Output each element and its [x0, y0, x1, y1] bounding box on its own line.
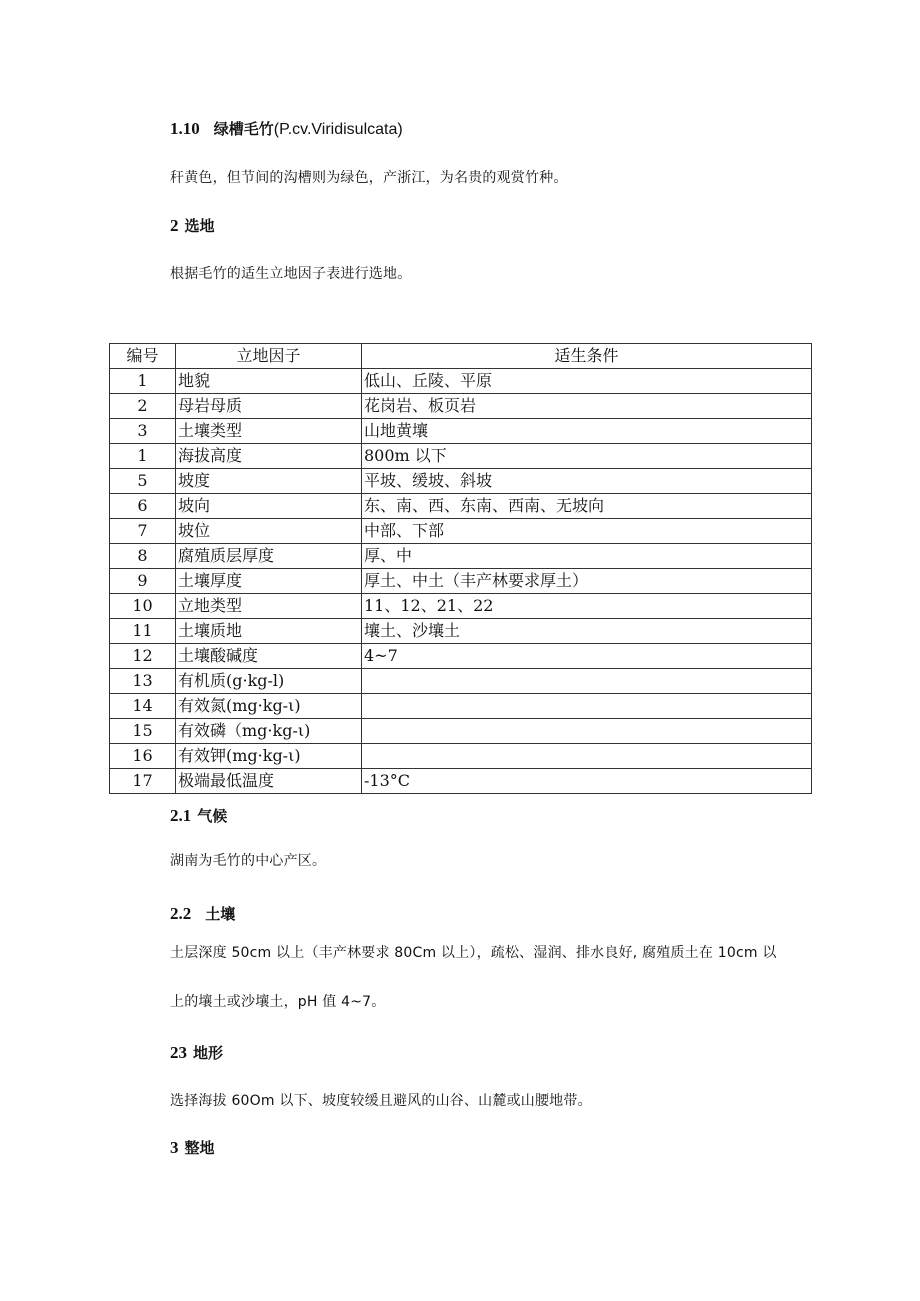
cell-factor: 土壤质地: [176, 619, 362, 644]
section-2-1-body: 湖南为毛竹的中心产区。: [170, 853, 327, 869]
cell-condition: 东、南、西、东南、西南、无坡向: [362, 494, 812, 519]
site-factor-table: [109, 343, 812, 794]
table-row: [110, 394, 812, 419]
section-1-10-heading: [170, 118, 403, 139]
cell-condition: 4~7: [362, 644, 812, 669]
cell-number: 8: [110, 544, 176, 569]
section-2-2-heading: [170, 903, 235, 924]
table-row: [110, 544, 812, 569]
table-row: [110, 469, 812, 494]
section-title: 整地: [184, 1139, 215, 1157]
cell-factor: 极端最低温度: [176, 769, 362, 794]
cell-number: 7: [110, 519, 176, 544]
cell-factor: 有机质(g·kg-l): [176, 669, 362, 694]
cell-factor: 有效磷（mg·kg-ι): [176, 719, 362, 744]
section-title: 土壤: [205, 905, 236, 923]
table-row: [110, 769, 812, 794]
cell-condition: [362, 744, 812, 769]
table-row: [110, 719, 812, 744]
cell-number: 9: [110, 569, 176, 594]
cell-number: 6: [110, 494, 176, 519]
section-title: 选地: [184, 217, 215, 235]
cell-factor: 母岩母质: [176, 394, 362, 419]
cell-condition: 低山、丘陵、平原: [362, 369, 812, 394]
table-header-row: [110, 344, 812, 369]
table-row: [110, 569, 812, 594]
section-number: 2.1: [170, 806, 192, 825]
cell-number: 1: [110, 444, 176, 469]
cell-number: 10: [110, 594, 176, 619]
section-3-heading: [170, 1137, 215, 1158]
cell-condition: 平坡、缓坡、斜坡: [362, 469, 812, 494]
cell-factor: 立地类型: [176, 594, 362, 619]
cell-factor: 土壤酸碱度: [176, 644, 362, 669]
cell-condition: 厚土、中土（丰产林要求厚土）: [362, 569, 812, 594]
cell-number: 12: [110, 644, 176, 669]
cell-factor: 坡位: [176, 519, 362, 544]
cell-factor: 有效钾(mg·kg-ι): [176, 744, 362, 769]
cell-number: 3: [110, 419, 176, 444]
table-row: [110, 669, 812, 694]
table-row: [110, 744, 812, 769]
header-number: 编号: [110, 344, 176, 369]
cell-condition: [362, 694, 812, 719]
table-row: [110, 619, 812, 644]
section-1-10-body: 秆黄色，但节间的沟槽则为绿色，产浙江，为名贵的观赏竹种。: [170, 170, 568, 186]
cell-condition: 山地黄壤: [362, 419, 812, 444]
table-row: [110, 594, 812, 619]
section-title: 地形: [193, 1044, 224, 1062]
section-number: 23: [170, 1043, 187, 1062]
table-row: [110, 519, 812, 544]
section-number: 2: [170, 216, 179, 235]
section-2-heading: [170, 215, 215, 236]
cell-condition: -13°C: [362, 769, 812, 794]
cell-number: 13: [110, 669, 176, 694]
cell-condition: 花岗岩、板页岩: [362, 394, 812, 419]
table-row: [110, 694, 812, 719]
cell-condition: 中部、下部: [362, 519, 812, 544]
cell-condition: [362, 719, 812, 744]
cell-factor: 有效氮(mg·kg-ι): [176, 694, 362, 719]
table-row: [110, 644, 812, 669]
cell-number: 15: [110, 719, 176, 744]
cell-factor: 地貌: [176, 369, 362, 394]
section-2-body: 根据毛竹的适生立地因子表进行选地。: [170, 266, 412, 282]
cell-condition: 壤土、沙壤土: [362, 619, 812, 644]
cell-factor: 坡向: [176, 494, 362, 519]
section-2-1-heading: [170, 805, 227, 826]
cell-number: 14: [110, 694, 176, 719]
cell-number: 2: [110, 394, 176, 419]
cell-factor: 腐殖质层厚度: [176, 544, 362, 569]
cell-number: 5: [110, 469, 176, 494]
table-row: [110, 369, 812, 394]
section-title: 绿槽毛竹: [213, 120, 274, 138]
cell-number: 11: [110, 619, 176, 644]
section-title-latin: (P.cv.Viridisulcata): [273, 121, 403, 138]
cell-number: 1: [110, 369, 176, 394]
cell-condition: [362, 669, 812, 694]
section-number: 3: [170, 1138, 179, 1157]
cell-factor: 土壤类型: [176, 419, 362, 444]
cell-condition: 11、12、21、22: [362, 594, 812, 619]
cell-condition: 厚、中: [362, 544, 812, 569]
cell-factor: 土壤厚度: [176, 569, 362, 594]
cell-factor: 海拔高度: [176, 444, 362, 469]
cell-number: 17: [110, 769, 176, 794]
cell-factor: 坡度: [176, 469, 362, 494]
table-row: [110, 419, 812, 444]
table-row: [110, 494, 812, 519]
table-row: [110, 444, 812, 469]
section-number: 2.2: [170, 904, 192, 923]
cell-number: 16: [110, 744, 176, 769]
section-2-3-heading: [170, 1042, 223, 1063]
section-number: 1.10: [170, 119, 200, 138]
section-title: 气候: [197, 807, 228, 825]
section-2-2-body-line-2: 上的壤土或沙壤土，pH 值 4~7。: [170, 994, 386, 1010]
header-factor: 立地因子: [176, 344, 362, 369]
cell-condition: 800m 以下: [362, 444, 812, 469]
section-2-3-body: 选择海拔 60Om 以下、坡度较缓且避风的山谷、山麓或山腰地带。: [170, 1093, 592, 1109]
header-condition: 适生条件: [362, 344, 812, 369]
section-2-2-body-line-1: 土层深度 50cm 以上（丰产林要求 80Cm 以上），疏松、湿润、排水良好, 腐殖质土在 10cm 以: [170, 945, 777, 961]
